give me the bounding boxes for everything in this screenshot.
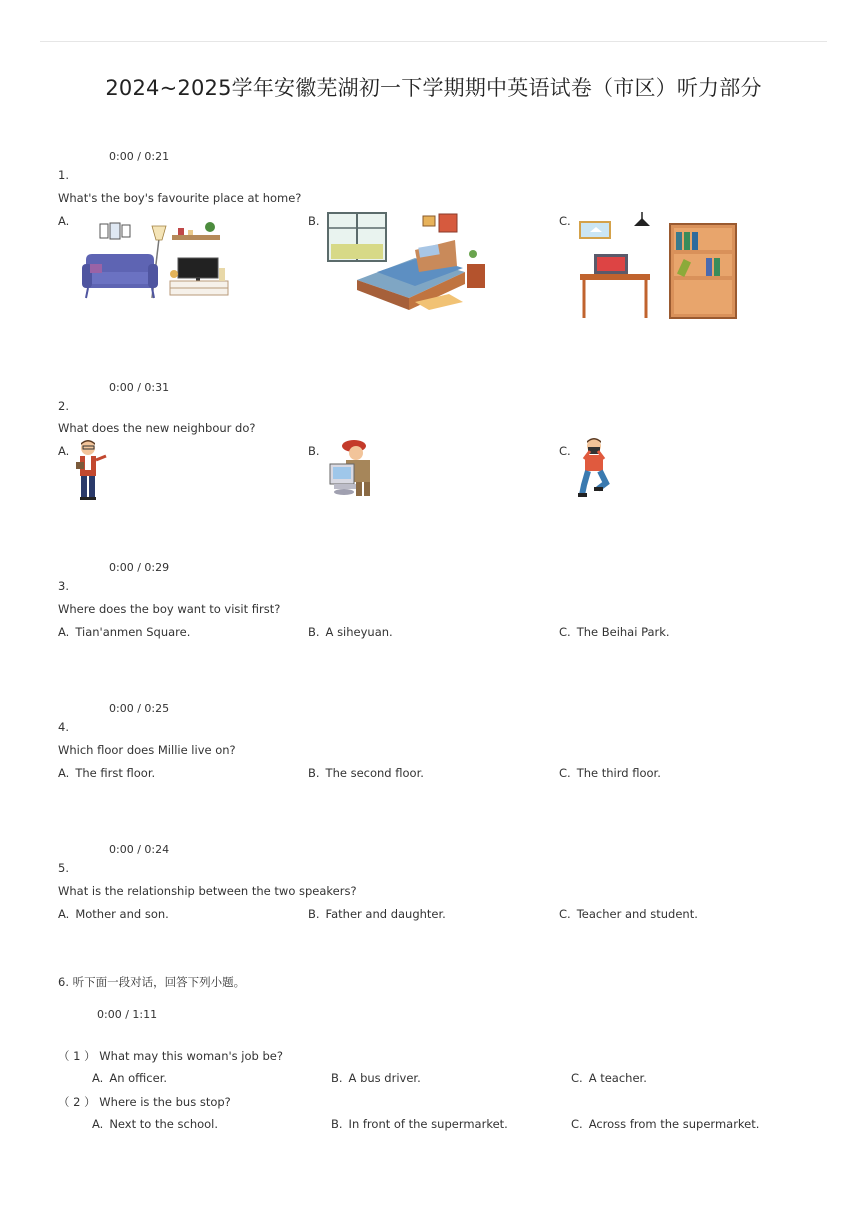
option-letter[interactable]: A. [58,444,70,458]
question-prompt: What's the boy's favourite place at home? [58,191,302,205]
option-letter: C. [571,1117,583,1131]
audio-player-q6[interactable]: 0:00 / 1:11 [97,1008,158,1021]
option-letter: A. [58,625,70,639]
question-prompt: Where is the bus stop? [99,1095,231,1109]
option-a[interactable] [92,1071,167,1085]
top-divider [40,41,827,42]
sub-question-number: （ 2 ） [58,1095,96,1109]
option-c[interactable] [571,1071,647,1085]
study-room-image[interactable] [576,212,741,322]
option-letter: A. [92,1117,104,1131]
option-letter[interactable]: B. [308,214,320,228]
audio-player-q1[interactable]: 0:00 / 0:21 [109,150,170,163]
option-text: In front of the supermarket. [348,1117,508,1131]
option-c[interactable] [559,625,670,639]
sub-question-2 [58,1094,231,1110]
option-text: Mother and son. [75,907,169,921]
option-letter: A. [92,1071,104,1085]
option-letter[interactable]: C. [559,214,571,228]
option-letter: B. [308,625,320,639]
option-text: An officer. [109,1071,168,1085]
option-letter: C. [559,625,571,639]
option-text: The third floor. [576,766,661,780]
question-prompt: Where does the boy want to visit first? [58,602,281,616]
option-a[interactable] [58,625,190,639]
option-letter: A. [58,766,70,780]
option-a[interactable] [92,1117,218,1131]
section-intro: 6. 听下面一段对话，回答下列小题。 [58,975,246,989]
option-b[interactable] [331,1117,508,1131]
question-prompt: What may this woman's job be? [99,1049,283,1063]
option-a[interactable] [58,907,169,921]
question-number: 2. [58,399,69,413]
audio-player-q3[interactable]: 0:00 / 0:29 [109,561,170,574]
question-number: 3. [58,579,69,593]
option-letter: A. [58,907,70,921]
option-text: Next to the school. [109,1117,219,1131]
audio-player-q2[interactable]: 0:00 / 0:31 [109,381,170,394]
option-letter: B. [308,766,320,780]
option-a[interactable] [58,766,155,780]
audio-player-q4[interactable]: 0:00 / 0:25 [109,702,170,715]
question-prompt: What is the relationship between the two speakers? [58,884,357,898]
option-text: Tian'anmen Square. [75,625,191,639]
option-letter[interactable]: B. [308,444,320,458]
sub-question-number: （ 1 ） [58,1049,96,1063]
option-text: The second floor. [325,766,424,780]
photographer-image[interactable] [576,437,616,499]
question-number: 5. [58,861,69,875]
option-text: The Beihai Park. [576,625,670,639]
option-letter: B. [331,1071,343,1085]
option-letter: C. [559,766,571,780]
option-text: The first floor. [75,766,156,780]
audio-player-q5[interactable]: 0:00 / 0:24 [109,843,170,856]
bedroom-image[interactable] [325,210,490,318]
option-text: Father and daughter. [325,907,446,921]
living-room-image[interactable] [78,218,233,304]
option-letter: B. [331,1117,343,1131]
option-c[interactable] [559,766,661,780]
question-prompt: What does the new neighbour do? [58,421,256,435]
option-text: Teacher and student. [576,907,698,921]
computer-repairman-image[interactable] [326,436,388,498]
option-text: A bus driver. [348,1071,421,1085]
option-letter: B. [308,907,320,921]
option-text: A siheyuan. [325,625,393,639]
option-text: A teacher. [588,1071,647,1085]
option-b[interactable] [331,1071,421,1085]
question-number: 1. [58,168,69,182]
option-b[interactable] [308,625,393,639]
question-prompt: Which floor does Millie live on? [58,743,236,757]
option-text: Across from the supermarket. [588,1117,760,1131]
option-letter: C. [559,907,571,921]
option-letter[interactable]: A. [58,214,70,228]
option-b[interactable] [308,907,446,921]
sub-question-1 [58,1048,283,1064]
option-c[interactable] [559,907,698,921]
question-number: 4. [58,720,69,734]
option-letter[interactable]: C. [559,444,571,458]
option-letter: C. [571,1071,583,1085]
option-c[interactable] [571,1117,759,1131]
teacher-image[interactable] [72,438,112,502]
option-b[interactable] [308,766,424,780]
page-title: 2024~2025学年安徽芜湖初一下学期期中英语试卷（市区）听力部分 [105,76,762,100]
